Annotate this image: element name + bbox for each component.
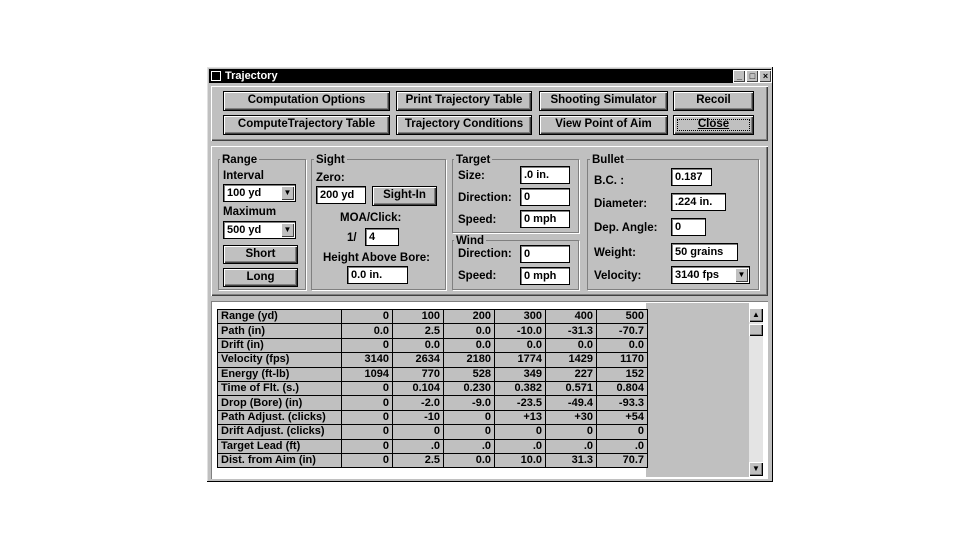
sight-group-title: Sight	[316, 154, 345, 166]
table-cell[interactable]: -93.3	[597, 396, 648, 410]
table-row	[218, 310, 648, 324]
table-cell[interactable]: 2.5	[393, 324, 444, 338]
table-cell[interactable]: 0.804	[597, 381, 648, 395]
table-cell[interactable]: 0	[342, 425, 393, 439]
table-cell[interactable]: 0.0	[444, 338, 495, 352]
print-trajectory-table-button[interactable]: Print Trajectory Table	[396, 91, 532, 111]
maximum-value: 500 yd	[227, 224, 262, 236]
table-cell[interactable]: 0	[342, 396, 393, 410]
table-cell[interactable]: 0	[342, 439, 393, 453]
window-title: Trajectory	[225, 70, 278, 82]
table-cell[interactable]: -9.0	[444, 396, 495, 410]
chevron-down-icon[interactable]: ▼	[281, 186, 294, 200]
velocity-select[interactable]	[671, 266, 750, 284]
table-row	[218, 338, 648, 352]
table-cell[interactable]: 770	[393, 367, 444, 381]
maximum-select[interactable]	[223, 221, 296, 239]
table-cell[interactable]: 70.7	[597, 453, 648, 467]
table-cell[interactable]: 1170	[597, 353, 648, 367]
interval-select[interactable]	[223, 184, 296, 202]
wind-direction-input[interactable]: 0	[520, 245, 570, 263]
table-cell[interactable]: -31.3	[546, 324, 597, 338]
velocity-value: 3140 fps	[675, 269, 720, 281]
table-cell[interactable]: 349	[495, 367, 546, 381]
zero-input[interactable]: 200 yd	[316, 186, 366, 204]
table-cell[interactable]: 0.230	[444, 381, 495, 395]
row-label[interactable]: Drop (Bore) (in)	[218, 396, 342, 410]
table-cell[interactable]: 0.382	[495, 381, 546, 395]
shooting-simulator-button[interactable]: Shooting Simulator	[539, 91, 668, 111]
interval-label: Interval	[223, 170, 264, 182]
table-row	[218, 410, 648, 424]
table-cell[interactable]: 200	[444, 310, 495, 324]
table-cell[interactable]: .0	[444, 439, 495, 453]
row-label[interactable]: Path Adjust. (clicks)	[218, 410, 342, 424]
bullet-group-title: Bullet	[592, 154, 624, 166]
table-row	[218, 396, 648, 410]
table-cell[interactable]: -10	[393, 410, 444, 424]
maximum-label: Maximum	[223, 206, 277, 218]
wind-direction-label: Direction:	[458, 248, 512, 260]
moa-click-label: MOA/Click:	[340, 212, 402, 224]
weight-label: Weight:	[594, 247, 636, 259]
row-label[interactable]: Dist. from Aim (in)	[218, 453, 342, 467]
title-bar[interactable]	[209, 69, 771, 83]
table-cell[interactable]: 0.0	[546, 338, 597, 352]
trajectory-conditions-button[interactable]: Trajectory Conditions	[396, 115, 532, 135]
close-button[interactable]	[673, 115, 754, 135]
vertical-scrollbar[interactable]	[749, 308, 763, 476]
row-label[interactable]: Time of Flt. (s.)	[218, 381, 342, 395]
table-cell[interactable]: -49.4	[546, 396, 597, 410]
table-cell[interactable]: -10.0	[495, 324, 546, 338]
table-cell[interactable]: 1774	[495, 353, 546, 367]
row-label[interactable]: Path (in)	[218, 324, 342, 338]
table-row	[218, 381, 648, 395]
close-window-icon[interactable]: ×	[759, 70, 772, 83]
table-cell[interactable]: 400	[546, 310, 597, 324]
table-cell[interactable]: 31.3	[546, 453, 597, 467]
table-cell[interactable]: 0.0	[495, 338, 546, 352]
table-cell[interactable]: +30	[546, 410, 597, 424]
target-speed-input[interactable]: 0 mph	[520, 210, 570, 228]
row-label[interactable]: Drift (in)	[218, 338, 342, 352]
target-size-input[interactable]: .0 in.	[520, 166, 570, 184]
computation-options-button[interactable]: Computation Options	[223, 91, 390, 111]
row-label[interactable]: Velocity (fps)	[218, 353, 342, 367]
moa-prefix: 1/	[347, 232, 357, 244]
moa-click-input[interactable]: 4	[365, 228, 399, 246]
system-menu-icon[interactable]	[211, 71, 221, 81]
table-row	[218, 367, 648, 381]
row-label[interactable]: Target Lead (ft)	[218, 439, 342, 453]
table-cell[interactable]: 10.0	[495, 453, 546, 467]
table-cell[interactable]: 528	[444, 367, 495, 381]
range-group-title: Range	[222, 154, 258, 166]
scroll-up-icon[interactable]: ▲	[749, 308, 763, 322]
target-size-label: Size:	[458, 170, 485, 182]
height-above-bore-label: Height Above Bore:	[323, 252, 430, 264]
table-cell[interactable]: 0	[342, 453, 393, 467]
interval-value: 100 yd	[227, 187, 262, 199]
table-cell[interactable]: 0	[393, 425, 444, 439]
table-cell[interactable]: +13	[495, 410, 546, 424]
compute-trajectory-table-button[interactable]: ComputeTrajectory Table	[223, 115, 390, 135]
minimize-icon[interactable]: _	[733, 70, 746, 83]
table-cell[interactable]: 0.0	[342, 324, 393, 338]
table-cell[interactable]: 0	[342, 410, 393, 424]
table-cell[interactable]: 0	[597, 425, 648, 439]
recoil-button[interactable]: Recoil	[673, 91, 754, 111]
table-cell[interactable]: 1429	[546, 353, 597, 367]
wind-group-title: Wind	[456, 235, 484, 247]
table-cell[interactable]: 0.0	[444, 324, 495, 338]
chevron-down-icon[interactable]: ▼	[735, 268, 748, 282]
table-cell[interactable]: 0	[546, 425, 597, 439]
table-cell[interactable]: .0	[546, 439, 597, 453]
scroll-thumb[interactable]	[749, 324, 763, 336]
table-cell[interactable]: 0	[495, 425, 546, 439]
velocity-label: Velocity:	[594, 270, 642, 282]
table-cell[interactable]: 0	[342, 381, 393, 395]
target-direction-input[interactable]: 0	[520, 188, 570, 206]
table-cell[interactable]: 2634	[393, 353, 444, 367]
table-cell[interactable]: 500	[597, 310, 648, 324]
table-cell[interactable]: -23.5	[495, 396, 546, 410]
diameter-label: Diameter:	[594, 198, 648, 210]
target-speed-label: Speed:	[458, 214, 497, 226]
wind-speed-input[interactable]: 0 mph	[520, 267, 570, 285]
table-cell[interactable]: 300	[495, 310, 546, 324]
table-cell[interactable]: 0	[444, 410, 495, 424]
table-cell[interactable]: -70.7	[597, 324, 648, 338]
wind-speed-label: Speed:	[458, 270, 497, 282]
table-row	[218, 425, 648, 439]
bc-label: B.C. :	[594, 175, 625, 187]
table-cell[interactable]: 3140	[342, 353, 393, 367]
sight-in-button[interactable]: Sight-In	[372, 186, 437, 206]
table-cell[interactable]: 2.5	[393, 453, 444, 467]
table-cell[interactable]: +54	[597, 410, 648, 424]
table-cell[interactable]: 1094	[342, 367, 393, 381]
diameter-input[interactable]: .224 in.	[671, 193, 726, 211]
weight-input[interactable]: 50 grains	[671, 243, 738, 261]
close-button-label: Close	[697, 118, 730, 130]
table-cell[interactable]: 0.571	[546, 381, 597, 395]
table-cell[interactable]: 227	[546, 367, 597, 381]
table-cell[interactable]: 100	[393, 310, 444, 324]
table-row	[218, 453, 648, 467]
table-cell[interactable]: 0.104	[393, 381, 444, 395]
view-point-of-aim-button[interactable]: View Point of Aim	[539, 115, 668, 135]
table-cell[interactable]: -2.0	[393, 396, 444, 410]
table-cell[interactable]: 2180	[444, 353, 495, 367]
table-cell[interactable]: 0.0	[393, 338, 444, 352]
table-cell[interactable]: .0	[393, 439, 444, 453]
short-button[interactable]: Short	[223, 245, 298, 264]
long-button[interactable]: Long	[223, 268, 298, 287]
chevron-down-icon[interactable]: ▼	[281, 223, 294, 237]
table-row	[218, 353, 648, 367]
row-label[interactable]: Range (yd)	[218, 310, 342, 324]
scroll-down-icon[interactable]: ▼	[749, 462, 763, 476]
dep-angle-label: Dep. Angle:	[594, 222, 658, 234]
table-empty-area	[646, 303, 749, 477]
table-cell[interactable]: 152	[597, 367, 648, 381]
row-label[interactable]: Drift Adjust. (clicks)	[218, 425, 342, 439]
zero-label: Zero:	[316, 172, 345, 184]
table-cell[interactable]: 0	[342, 338, 393, 352]
bc-input[interactable]: 0.187	[671, 168, 712, 186]
height-above-bore-input[interactable]: 0.0 in.	[347, 266, 408, 284]
table-cell[interactable]: 0.0	[597, 338, 648, 352]
maximize-icon[interactable]: □	[746, 70, 759, 83]
table-cell[interactable]: .0	[597, 439, 648, 453]
trajectory-table	[217, 309, 648, 468]
target-direction-label: Direction:	[458, 192, 512, 204]
table-row	[218, 439, 648, 453]
table-cell[interactable]: 0	[444, 425, 495, 439]
table-cell[interactable]: 0	[342, 310, 393, 324]
dep-angle-input[interactable]: 0	[671, 218, 706, 236]
row-label[interactable]: Energy (ft-lb)	[218, 367, 342, 381]
table-cell[interactable]: .0	[495, 439, 546, 453]
table-cell[interactable]: 0.0	[444, 453, 495, 467]
target-group-title: Target	[456, 154, 491, 166]
table-row	[218, 324, 648, 338]
